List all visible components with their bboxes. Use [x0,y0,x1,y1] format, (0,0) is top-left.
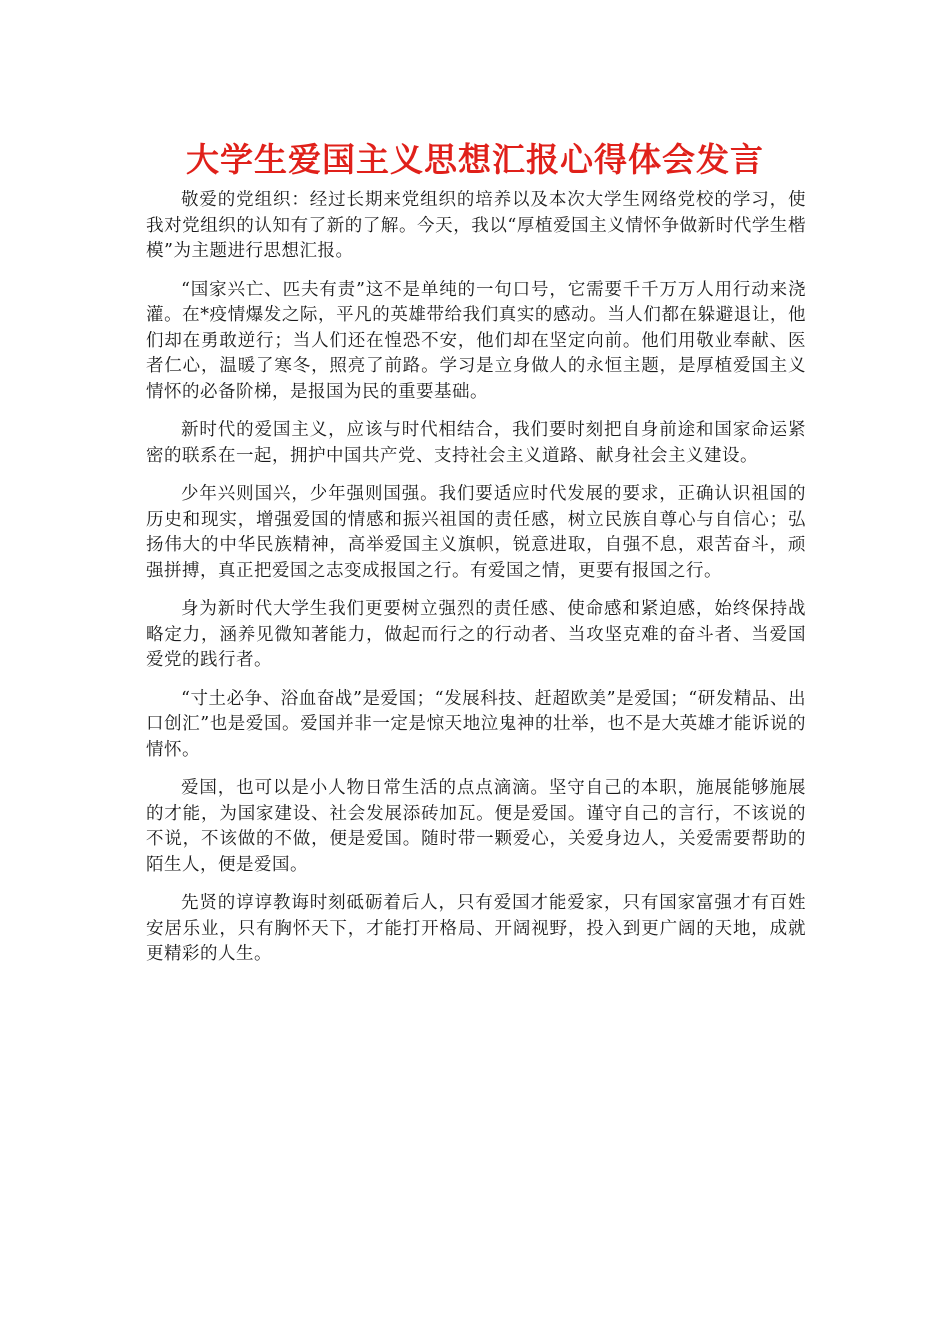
paragraph: “国家兴亡、匹夫有责”这不是单纯的一句口号，它需要千千万万人用行动来浇灌。在*疫情爆发之际，平凡的英雄带给我们真实的感动。当人们都在躲避退让，他们却在勇敢逆行；当人们还在惶恐不安，他们却在坚定向前。他们用敬业奉献、医者仁心，温暖了寒冬，照亮了前路。学习是立身做人的永恒主题，是厚植爱国主义情怀的必备阶梯，是报国为民的重要基础。 [146,279,806,402]
paragraph: 新时代的爱国主义，应该与时代相结合，我们要时刻把自身前途和国家命运紧密的联系在一起，拥护中国共产党、支持社会主义道路、献身社会主义建设。 [146,420,806,466]
paragraph: 先贤的谆谆教诲时刻砥砺着后人，只有爱国才能爱家，只有国家富强才有百姓安居乐业，只有胸怀天下，才能打开格局、开阔视野，投入到更广阔的天地，成就更精彩的人生。 [146,893,806,964]
paragraph: 身为新时代大学生我们更要树立强烈的责任感、使命感和紧迫感，始终保持战略定力，涵养见微知著能力，做起而行之的行动者、当攻坚克难的奋斗者、当爱国爱党的践行者。 [146,599,806,670]
paragraph: 敬爱的党组织：经过长期来党组织的培养以及本次大学生网络党校的学习，使我对党组织的认知有了新的了解。今天，我以“厚植爱国主义情怀争做新时代学生楷模”为主题进行思想汇报。 [146,190,806,261]
document-title: 大学生爱国主义思想汇报心得体会发言 [186,140,764,179]
paragraph: “寸土必争、浴血奋战”是爱国；“发展科技、赶超欧美”是爱国；“研发精品、出口创汇”也是爱国。爱国并非一定是惊天地泣鬼神的壮举，也不是大英雄才能诉说的情怀。 [146,688,806,760]
paragraph: 少年兴则国兴，少年强则国强。我们要适应时代发展的要求，正确认识祖国的历史和现实，增强爱国的情感和振兴祖国的责任感，树立民族自尊心与自信心；弘扬伟大的中华民族精神，高举爱国主义旗帜，锐意进取，自强不息，艰苦奋斗，顽强拼搏，真正把爱国之志变成报国之行。有爱国之情，更要有报国之行。 [146,484,806,581]
document-body [146,188,806,981]
paragraph: 爱国，也可以是小人物日常生活的点点滴滴。坚守自己的本职，施展能够施展的才能，为国家建设、社会发展添砖加瓦。便是爱国。谨守自己的言行，不该说的不说，不该做的不做，便是爱国。随时带一颗爱心，关爱身边人，关爱需要帮助的陌生人，便是爱国。 [146,778,806,875]
